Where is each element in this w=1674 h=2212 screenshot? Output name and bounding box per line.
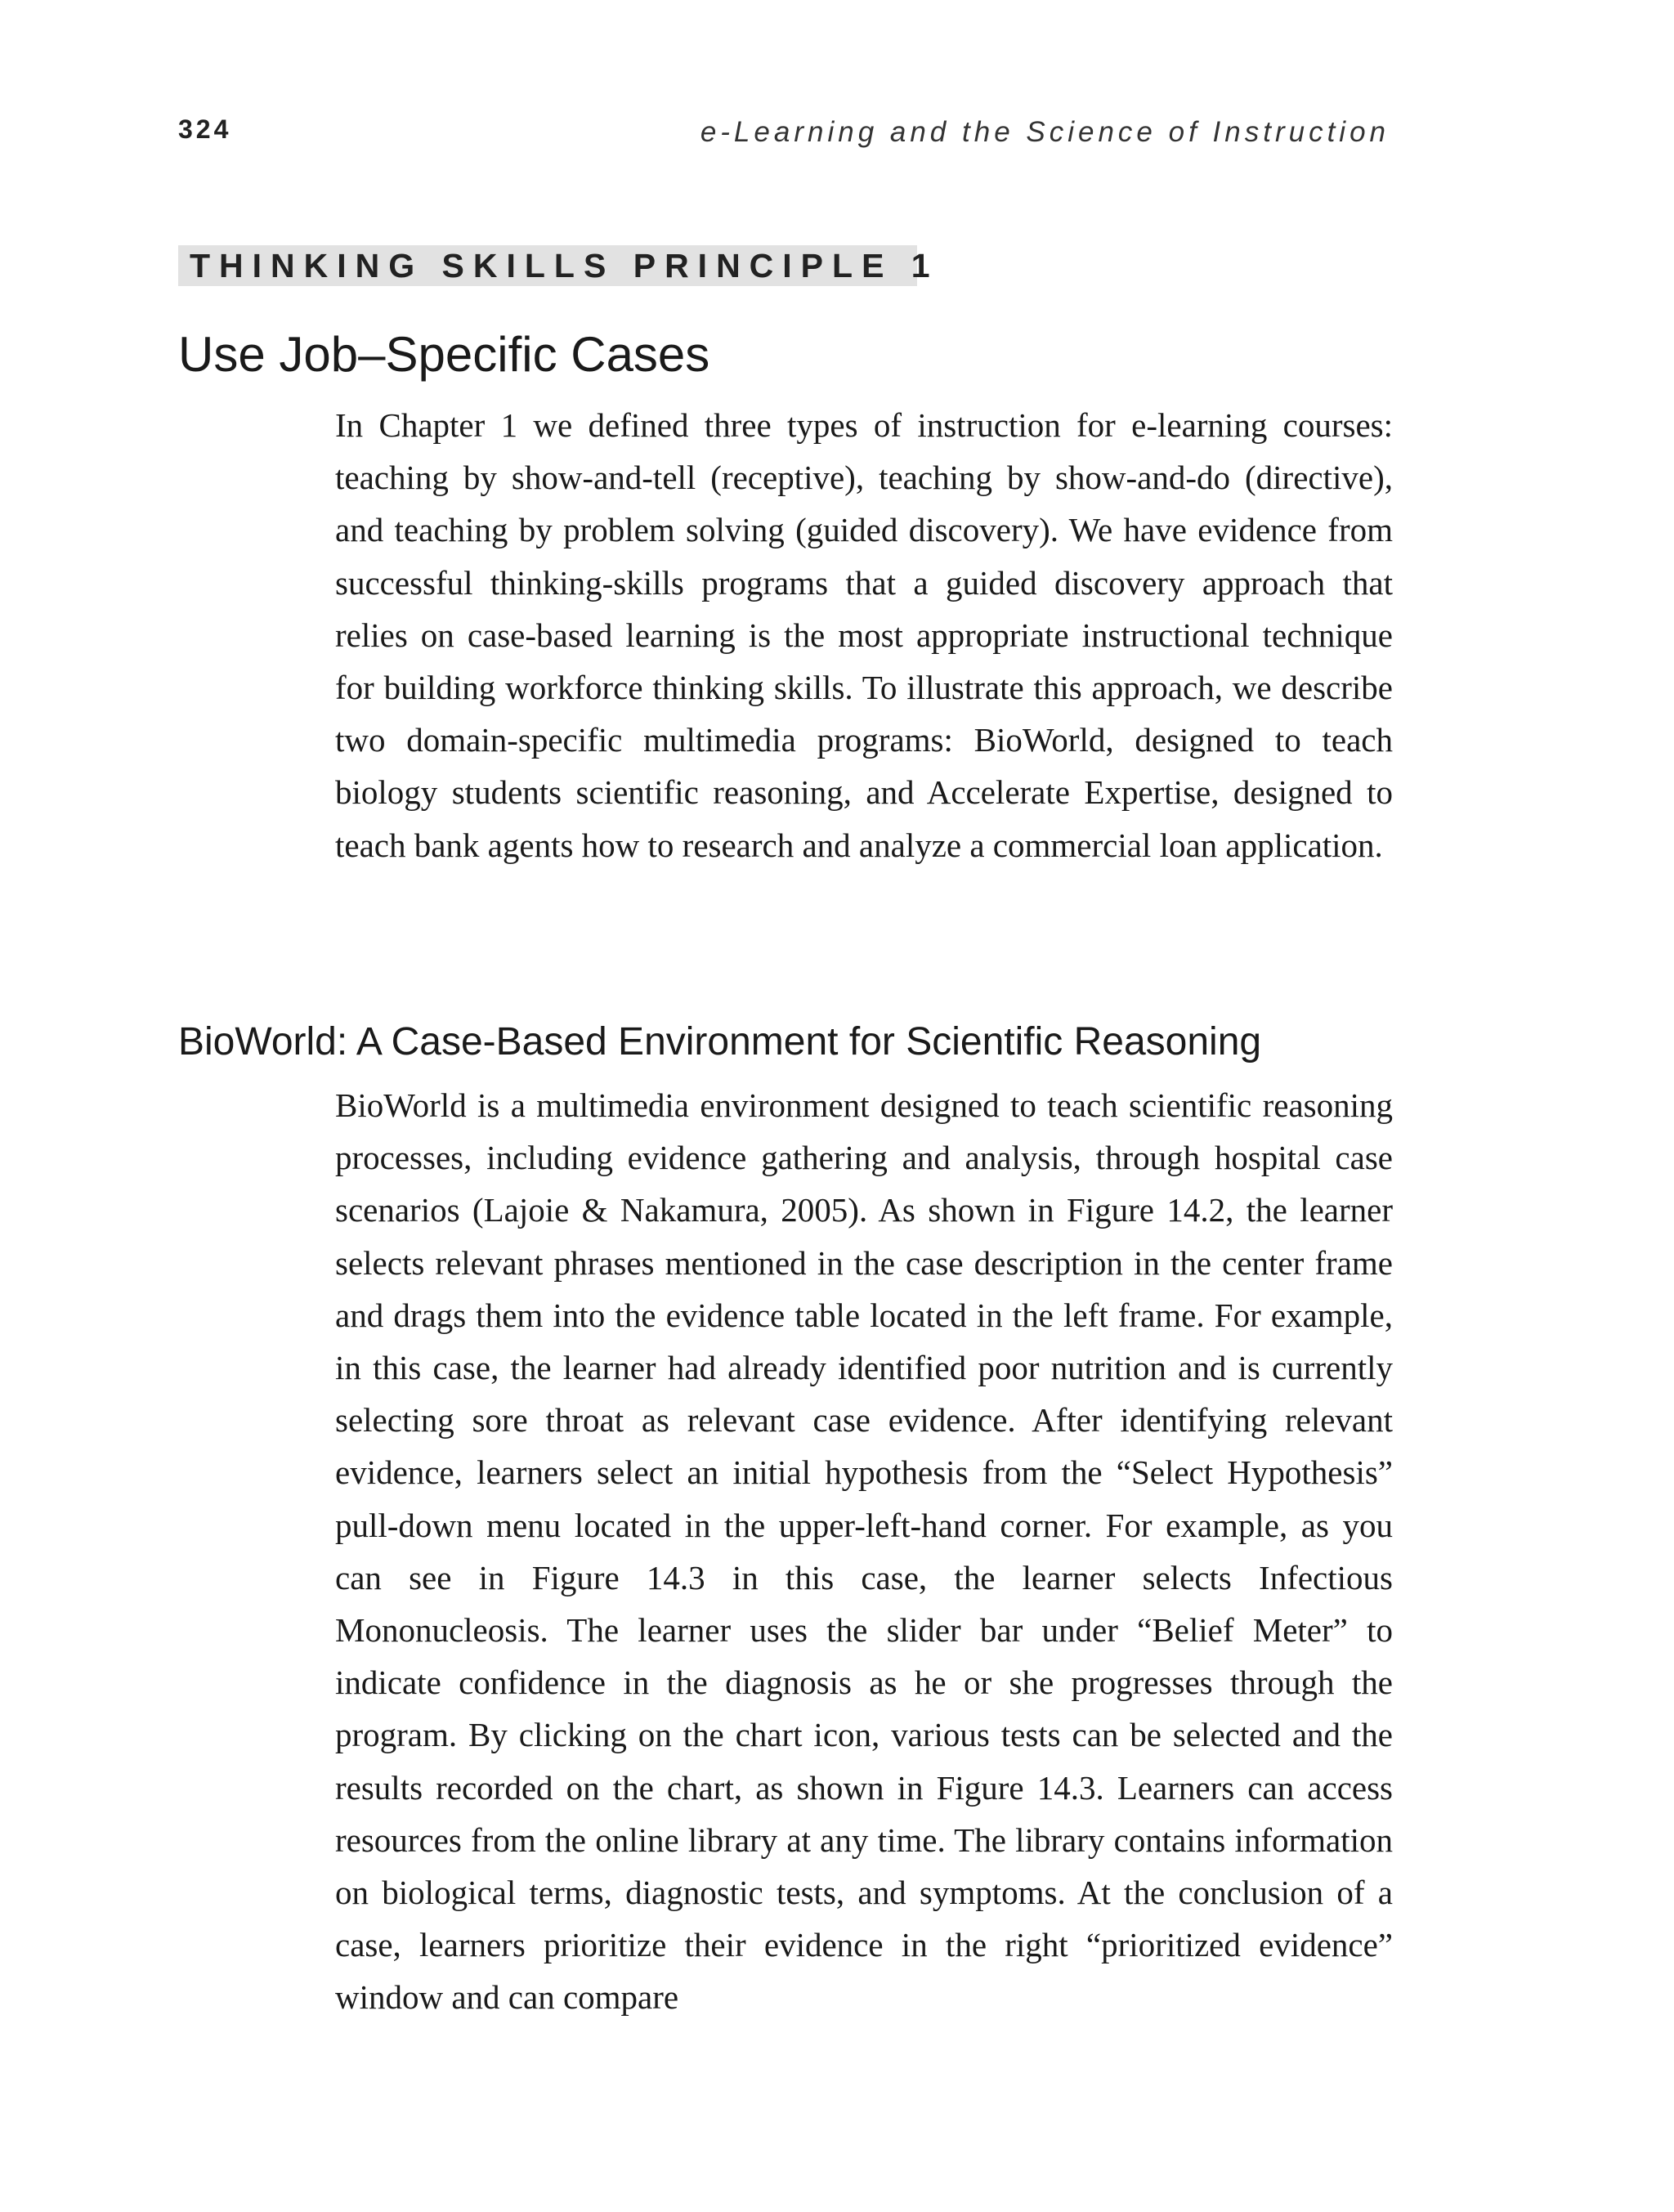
principle-label: THINKING SKILLS PRINCIPLE 1 bbox=[190, 247, 939, 284]
bioworld-paragraph: BioWorld is a multimedia environment designed to teach scientific reasoning processes, including evidence gathering and analysis, through hospital case scenarios (Lajoie & Nakamura, 2005). As shown in Figure 14.2, the learner selects relevant phrases mentioned in the case description in the center frame and drags them into the evidence table located in the left frame. For example, in this case, the learner had already identified poor nutrition and is currently selecting sore throat as relevant case evidence. After identifying relevant evidence, learners select an initial hypothesis from the “Select Hypothesis” pull-down menu located in the upper-left-hand corner. For example, as you can see in Figure 14.3 in this case, the learner selects Infectious Mononucleosis. The learner uses the slider bar under “Belief Meter” to indicate confidence in the diagnosis as he or she progresses through the program. By clicking on the chart icon, various tests can be selected and the results recorded on the chart, as shown in Figure 14.3. Learners can access resources from the online library at any time. The library contains information on biological terms, diagnostic tests, and symptoms. At the conclusion of a case, learners prioritize their evidence in the right “prioritized evidence” window and can compare bbox=[335, 1086, 1393, 2017]
page-number: 324 bbox=[178, 114, 232, 144]
running-head: e-Learning and the Science of Instruction bbox=[700, 116, 1390, 148]
subsection-title: BioWorld: A Case-Based Environment for Scientific Reasoning bbox=[178, 1020, 1262, 1063]
intro-paragraph: In Chapter 1 we defined three types of instruction for e-learning courses: teaching by show-and-tell (receptive), teaching by show-and-do (directive), and teaching by problem solving (guided discovery). We have evidence from successful thinking-skills programs that a guided discovery approach that relies on case-based learning is the most appropriate instructional technique for building workforce thinking skills. To illustrate this approach, we describe two domain-specific multimedia programs: BioWorld, designed to teach biology students scientific reasoning, and Accelerate Expertise, designed to teach bank agents how to research and analyze a commercial loan application. bbox=[335, 406, 1393, 864]
section-title: Use Job–Specific Cases bbox=[178, 327, 710, 382]
